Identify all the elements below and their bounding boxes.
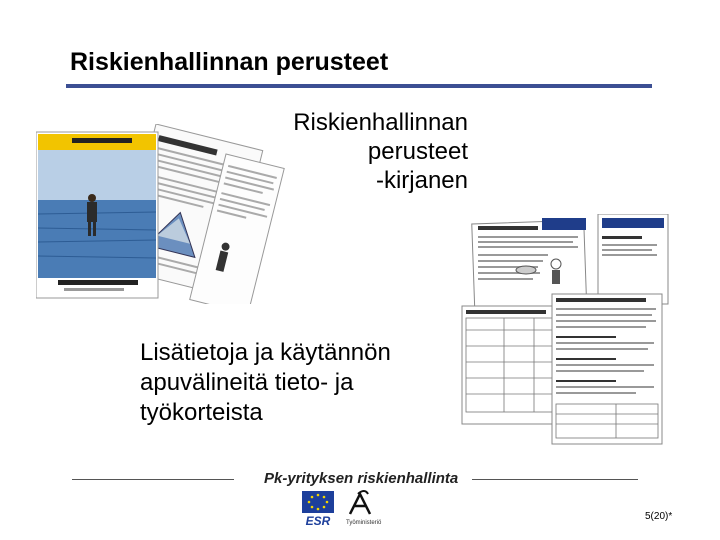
page-number: 5(20)* [645,511,673,522]
body-line-2: apuvälineitä tieto- ja [140,369,354,396]
booklet-heading [210,108,468,195]
tyoministerio-logo [344,488,394,528]
esr-logo-text: ESR [305,514,331,528]
heading-line-1: Riskienhallinnan [293,109,468,136]
body-line-3: työkorteista [140,399,263,426]
footer-line-left [72,479,234,480]
title-underline [66,84,652,88]
footer-brand: Pk-yrityksen riskienhallinta [264,470,459,487]
body-line-1: Lisätietoja ja käytännön [140,339,391,366]
footer-line-right [472,479,638,480]
heading-line-3: -kirjanen [375,167,468,194]
tyo-logo-text: Työministeriö [346,520,382,526]
workcards-illustration [456,214,670,446]
esr-logo [300,491,336,529]
heading-line-2: perusteet [367,138,468,165]
body-text [140,338,391,428]
slide-title: Riskienhallinnan perusteet [70,48,389,76]
